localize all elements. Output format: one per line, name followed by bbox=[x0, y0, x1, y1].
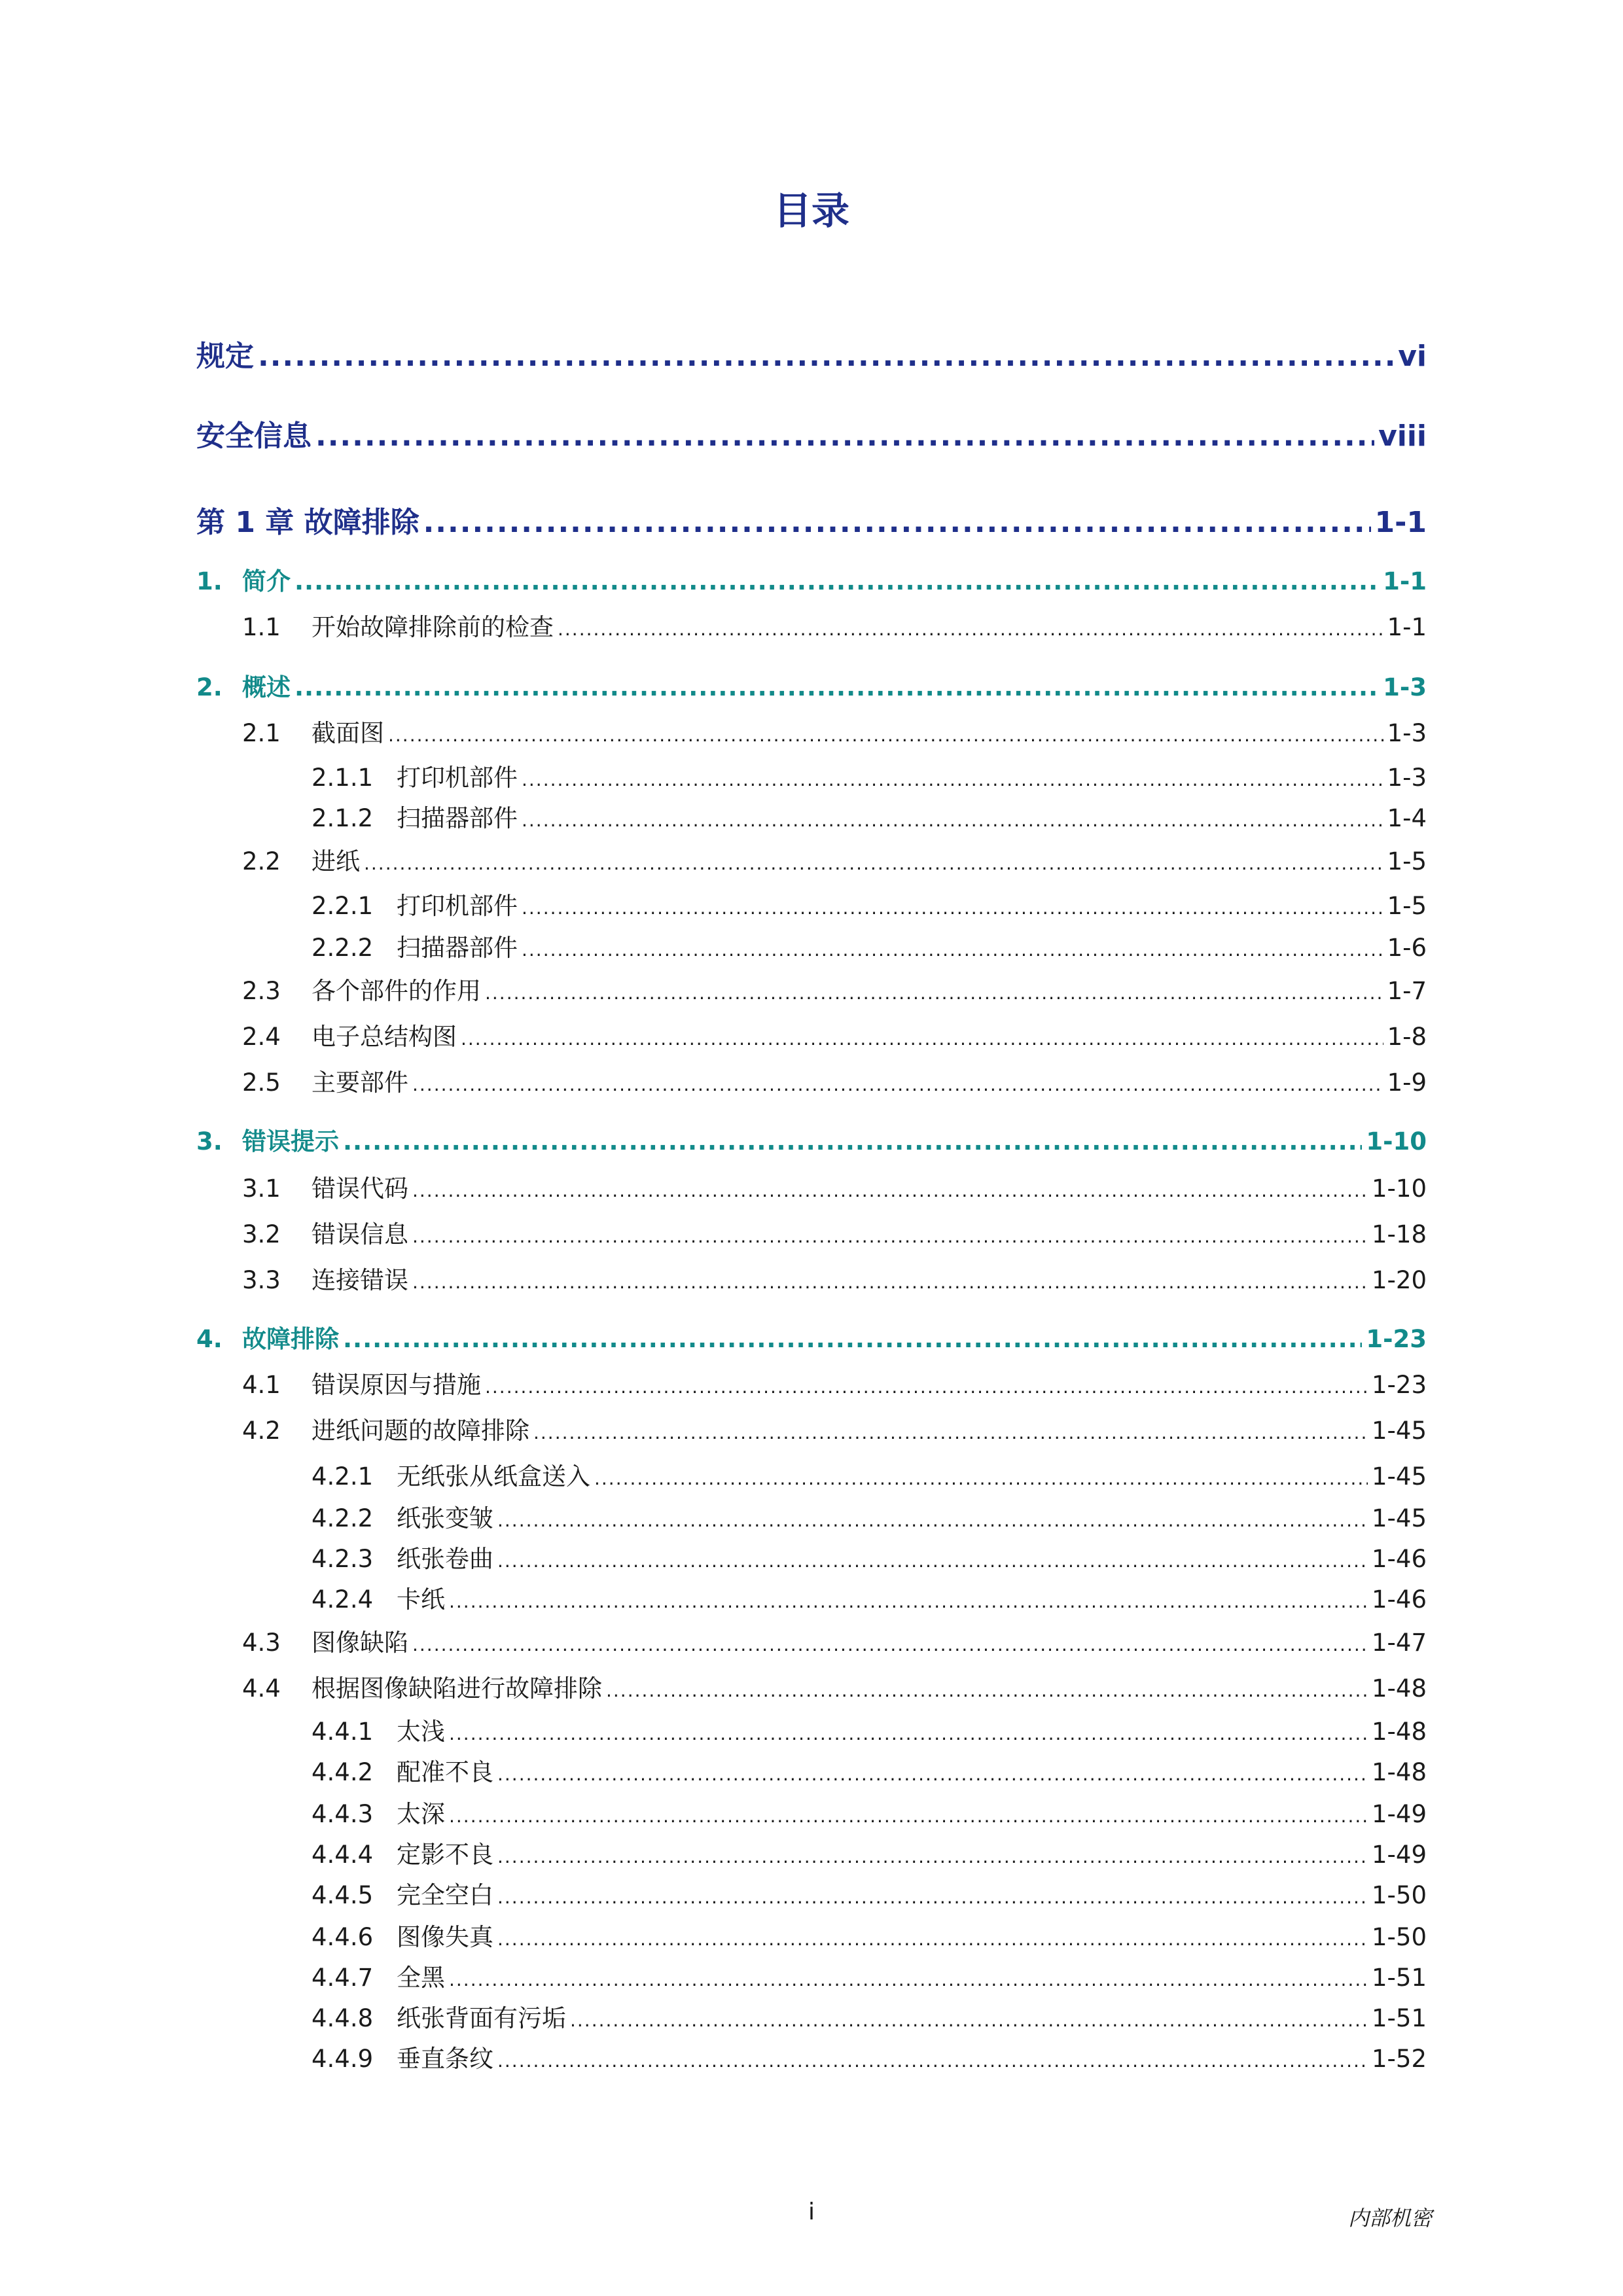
toc-entry[interactable] bbox=[312, 758, 1427, 793]
toc-entry-label: 太浅 bbox=[397, 1718, 445, 1746]
toc-entry-label: 定影不良 bbox=[397, 1841, 493, 1869]
toc-leader-dots bbox=[294, 567, 1379, 595]
toc-entry-page: 1-45 bbox=[1372, 1417, 1427, 1445]
toc-entry-page: 1-8 bbox=[1387, 1023, 1427, 1051]
toc-entry[interactable] bbox=[312, 2039, 1427, 2074]
toc-entry[interactable] bbox=[196, 667, 1427, 703]
toc-entry-label: 卡纸 bbox=[397, 1585, 445, 1614]
toc-entry-page: 1-10 bbox=[1366, 1127, 1427, 1156]
toc-entry[interactable] bbox=[196, 1319, 1427, 1354]
toc-entry-page: 1-18 bbox=[1372, 1220, 1427, 1248]
toc-leader-dots bbox=[315, 419, 1374, 453]
toc-leader-dots bbox=[558, 618, 1383, 640]
toc-entry-number: 4.2.1 bbox=[312, 1462, 374, 1491]
toc-entry-page: 1-50 bbox=[1372, 1923, 1427, 1951]
toc-entry-number: 4.4.4 bbox=[312, 1841, 374, 1869]
toc-entry-page: 1-46 bbox=[1372, 1545, 1427, 1573]
toc-entry-page: 1-1 bbox=[1374, 506, 1427, 539]
toc-entry-number: 3.3 bbox=[242, 1266, 281, 1294]
toc-entry-label: 扫描器部件 bbox=[397, 804, 518, 832]
toc-entry-label: 开始故障排除前的检查 bbox=[312, 613, 554, 641]
toc-leader-dots bbox=[449, 1969, 1368, 1990]
toc-entry-label: 纸张变皱 bbox=[397, 1504, 493, 1532]
toc-entry[interactable] bbox=[242, 1063, 1427, 1098]
toc-entry[interactable] bbox=[312, 1752, 1427, 1788]
toc-entry[interactable] bbox=[312, 1498, 1427, 1534]
toc-leader-dots bbox=[497, 1846, 1368, 1867]
toc-leader-dots bbox=[423, 506, 1371, 539]
toc-entry-number: 4.4.1 bbox=[312, 1718, 374, 1746]
toc-entry-label: 错误信息 bbox=[312, 1220, 408, 1248]
toc-entry-number: 4.2 bbox=[242, 1417, 281, 1445]
toc-entry-page: vi bbox=[1398, 340, 1427, 373]
toc-entry-number: 3. bbox=[196, 1127, 223, 1156]
toc-entry-number: 4.4.6 bbox=[312, 1923, 374, 1951]
toc-leader-dots bbox=[497, 2050, 1368, 2072]
toc-leader-dots bbox=[294, 673, 1379, 701]
toc-entry-label: 规定 bbox=[196, 340, 254, 373]
toc-entry-page: 1-48 bbox=[1372, 1674, 1427, 1703]
toc-entry-number: 1.1 bbox=[242, 613, 281, 641]
toc-leader-dots bbox=[497, 1886, 1368, 1908]
toc-leader-dots bbox=[497, 1928, 1368, 1950]
toc-leader-dots bbox=[594, 1468, 1368, 1489]
page-number: i bbox=[808, 2199, 815, 2225]
toc-entry-number: 4.4.2 bbox=[312, 1758, 374, 1786]
toc-entry-label: 打印机部件 bbox=[397, 764, 518, 792]
toc-entry-label: 纸张背面有污垢 bbox=[397, 2004, 566, 2032]
toc-entry[interactable] bbox=[242, 971, 1427, 1006]
toc-leader-dots bbox=[606, 1680, 1368, 1701]
toc-leader-dots bbox=[412, 1074, 1383, 1095]
toc-entry[interactable] bbox=[242, 1365, 1427, 1400]
toc-entry-page: 1-9 bbox=[1387, 1069, 1427, 1097]
toc-entry-page: 1-48 bbox=[1372, 1758, 1427, 1786]
toc-entry-page: 1-49 bbox=[1372, 1841, 1427, 1869]
toc-entry-label: 太深 bbox=[397, 1800, 445, 1828]
toc-entry-number: 4.3 bbox=[242, 1629, 281, 1657]
toc-leader-dots bbox=[570, 2009, 1368, 2031]
toc-entry-page: 1-7 bbox=[1387, 977, 1427, 1005]
toc-entry-number: 2.5 bbox=[242, 1069, 281, 1097]
toc-entry-page: 1-6 bbox=[1387, 934, 1427, 962]
toc-entry-number: 3.2 bbox=[242, 1220, 281, 1248]
toc-entry-label: 截面图 bbox=[312, 719, 384, 747]
toc-entry[interactable] bbox=[242, 1017, 1427, 1052]
toc-entry-number: 4.4.8 bbox=[312, 2004, 374, 2032]
toc-entry-number: 4.4.9 bbox=[312, 2045, 374, 2073]
toc-leader-dots bbox=[485, 1376, 1368, 1398]
toc-entry-label: 垂直条纹 bbox=[397, 2045, 493, 2073]
toc-entry[interactable] bbox=[312, 1998, 1427, 2034]
toc-leader-dots bbox=[364, 853, 1383, 874]
toc-entry[interactable] bbox=[196, 1122, 1427, 1157]
toc-entry-number: 4.2.4 bbox=[312, 1585, 374, 1614]
toc-entry-number: 4.4 bbox=[242, 1674, 281, 1703]
toc-entry-page: 1-45 bbox=[1372, 1462, 1427, 1491]
toc-entry-label: 完全空白 bbox=[397, 1881, 493, 1909]
toc-entry[interactable] bbox=[312, 1580, 1427, 1615]
toc-entry[interactable] bbox=[242, 1411, 1427, 1446]
toc-leader-dots bbox=[449, 1591, 1368, 1612]
toc-entry-number: 2.1.1 bbox=[312, 764, 374, 792]
toc-entry-number: 2.1.2 bbox=[312, 804, 374, 832]
toc-entry-label: 打印机部件 bbox=[397, 892, 518, 920]
toc-entry-page: 1-5 bbox=[1387, 847, 1427, 875]
toc-entry-number: 2.2.2 bbox=[312, 934, 374, 962]
toc-entry[interactable] bbox=[312, 798, 1427, 834]
toc-entry-number: 4.4.5 bbox=[312, 1881, 374, 1909]
toc-entry-label: 进纸问题的故障排除 bbox=[312, 1417, 529, 1445]
toc-leader-dots bbox=[522, 897, 1383, 919]
toc-entry[interactable] bbox=[242, 1169, 1427, 1204]
toc-entry[interactable] bbox=[196, 412, 1427, 454]
toc-leader-dots bbox=[412, 1634, 1368, 1655]
toc-entry[interactable] bbox=[242, 1214, 1427, 1250]
toc-entry[interactable] bbox=[312, 1917, 1427, 1952]
toc-entry[interactable] bbox=[242, 1623, 1427, 1658]
toc-leader-dots bbox=[497, 1550, 1368, 1572]
toc-entry-number: 2. bbox=[196, 673, 223, 701]
toc-leader-dots bbox=[343, 1127, 1362, 1156]
toc-entry[interactable] bbox=[242, 607, 1427, 643]
toc-entry-number: 1. bbox=[196, 567, 223, 595]
toc-leader-dots bbox=[449, 1723, 1368, 1744]
toc-entry[interactable] bbox=[312, 1835, 1427, 1870]
toc-entry[interactable] bbox=[196, 499, 1427, 540]
toc-entry-number: 2.4 bbox=[242, 1023, 281, 1051]
toc-entry-label: 图像失真 bbox=[397, 1923, 493, 1951]
toc-entry-label: 图像缺陷 bbox=[312, 1629, 408, 1657]
toc-entry-page: 1-48 bbox=[1372, 1718, 1427, 1746]
toc-entry-label: 根据图像缺陷进行故障排除 bbox=[312, 1674, 602, 1703]
toc-entry-page: 1-10 bbox=[1372, 1174, 1427, 1203]
toc-entry[interactable] bbox=[312, 1457, 1427, 1492]
toc-entry[interactable] bbox=[242, 1669, 1427, 1704]
toc-entry[interactable] bbox=[242, 713, 1427, 749]
toc-entry-page: 1-3 bbox=[1383, 673, 1427, 701]
toc-entry-number: 2.2.1 bbox=[312, 892, 374, 920]
toc-entry-number: 4. bbox=[196, 1325, 223, 1353]
page-title: 目录 bbox=[773, 188, 849, 233]
toc-leader-dots bbox=[522, 809, 1383, 831]
toc-entry-page: 1-45 bbox=[1372, 1504, 1427, 1532]
toc-entry-page: 1-5 bbox=[1387, 892, 1427, 920]
toc-entry-label: 错误提示 bbox=[242, 1127, 339, 1156]
toc-entry-page: 1-4 bbox=[1387, 804, 1427, 832]
toc-entry-page: 1-3 bbox=[1387, 764, 1427, 792]
toc-entry-label: 错误代码 bbox=[312, 1174, 408, 1203]
toc-entry-number: 4.1 bbox=[242, 1371, 281, 1399]
toc-entry-label: 安全信息 bbox=[196, 419, 312, 453]
toc-entry[interactable] bbox=[242, 1260, 1427, 1296]
toc-leader-dots bbox=[449, 1805, 1368, 1827]
toc-entry-page: 1-1 bbox=[1387, 613, 1427, 641]
toc-entry-label: 电子总结构图 bbox=[312, 1023, 457, 1051]
toc-entry-page: 1-23 bbox=[1366, 1325, 1427, 1353]
toc-leader-dots bbox=[485, 982, 1383, 1004]
toc-leader-dots bbox=[388, 724, 1383, 746]
toc-entry-label: 错误原因与措施 bbox=[312, 1371, 481, 1399]
confidential-label: 内部机密 bbox=[1348, 2206, 1433, 2231]
toc-entry-label: 主要部件 bbox=[312, 1069, 408, 1097]
toc-entry-number: 4.2.3 bbox=[312, 1545, 374, 1573]
toc-entry-page: viii bbox=[1378, 419, 1427, 453]
toc-entry-number: 2.1 bbox=[242, 719, 281, 747]
toc-entry[interactable] bbox=[312, 1875, 1427, 1911]
toc-entry-number: 2.2 bbox=[242, 847, 281, 875]
toc-entry-label: 第 1 章 故障排除 bbox=[196, 506, 419, 539]
toc-entry-number: 4.2.2 bbox=[312, 1504, 374, 1532]
toc-entry[interactable] bbox=[312, 928, 1427, 963]
toc-leader-dots bbox=[522, 769, 1383, 790]
toc-leader-dots bbox=[522, 939, 1383, 961]
toc-entry[interactable] bbox=[312, 886, 1427, 921]
toc-entry-label: 概述 bbox=[242, 673, 291, 701]
toc-entry-page: 1-51 bbox=[1372, 1964, 1427, 1992]
toc-entry-label: 各个部件的作用 bbox=[312, 977, 481, 1005]
toc-entry-label: 全黑 bbox=[397, 1964, 445, 1992]
toc-leader-dots bbox=[412, 1271, 1368, 1293]
toc-entry-label: 扫描器部件 bbox=[397, 934, 518, 962]
toc-leader-dots bbox=[412, 1226, 1368, 1247]
toc-entry-number: 3.1 bbox=[242, 1174, 281, 1203]
toc-entry-page: 1-20 bbox=[1372, 1266, 1427, 1294]
toc-entry[interactable] bbox=[312, 1958, 1427, 1993]
toc-entry-label: 连接错误 bbox=[312, 1266, 408, 1294]
toc-entry-label: 进纸 bbox=[312, 847, 360, 875]
toc-entry-label: 故障排除 bbox=[242, 1325, 339, 1353]
toc-leader-dots bbox=[461, 1028, 1383, 1050]
toc-entry-page: 1-52 bbox=[1372, 2045, 1427, 2073]
toc-entry[interactable] bbox=[196, 561, 1427, 597]
toc-entry-page: 1-23 bbox=[1372, 1371, 1427, 1399]
toc-entry-number: 2.3 bbox=[242, 977, 281, 1005]
toc-leader-dots bbox=[497, 1763, 1368, 1785]
toc-leader-dots bbox=[258, 340, 1394, 373]
toc-entry-page: 1-46 bbox=[1372, 1585, 1427, 1614]
toc-entry-page: 1-3 bbox=[1387, 719, 1427, 747]
toc-entry[interactable] bbox=[196, 332, 1427, 374]
toc-entry[interactable] bbox=[242, 841, 1427, 877]
toc-entry-page: 1-50 bbox=[1372, 1881, 1427, 1909]
toc-entry[interactable] bbox=[312, 1794, 1427, 1829]
toc-entry-label: 纸张卷曲 bbox=[397, 1545, 493, 1573]
toc-entry-label: 配准不良 bbox=[397, 1758, 493, 1786]
toc-entry-number: 4.4.3 bbox=[312, 1800, 374, 1828]
toc-entry-page: 1-49 bbox=[1372, 1800, 1427, 1828]
toc-entry-page: 1-51 bbox=[1372, 2004, 1427, 2032]
toc-leader-dots bbox=[533, 1422, 1368, 1443]
toc-entry-page: 1-47 bbox=[1372, 1629, 1427, 1657]
toc-entry-number: 4.4.7 bbox=[312, 1964, 374, 1992]
toc-entry[interactable] bbox=[312, 1712, 1427, 1747]
toc-leader-dots bbox=[497, 1510, 1368, 1531]
toc-entry-label: 无纸张从纸盒送入 bbox=[397, 1462, 590, 1491]
toc-entry[interactable] bbox=[312, 1539, 1427, 1574]
toc-leader-dots bbox=[343, 1325, 1362, 1353]
toc-entry-page: 1-1 bbox=[1383, 567, 1427, 595]
toc-entry-label: 简介 bbox=[242, 567, 291, 595]
toc-leader-dots bbox=[412, 1180, 1368, 1201]
